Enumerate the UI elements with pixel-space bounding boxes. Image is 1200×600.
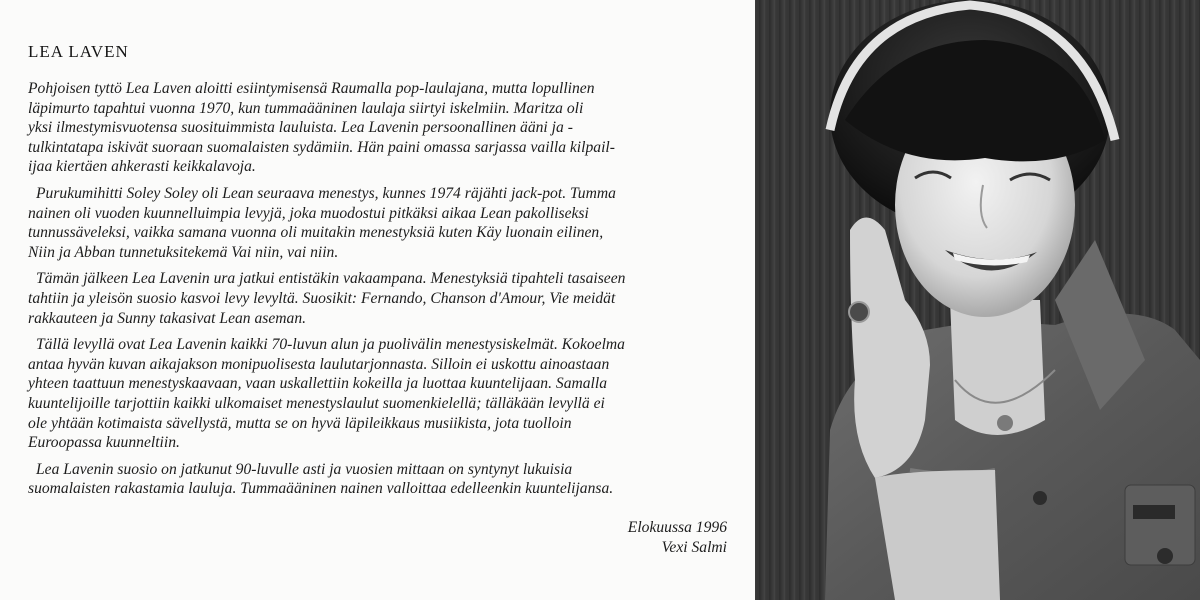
paragraph-line: rakkauteen ja Sunny takasivat Lean aseman. [28,309,307,327]
paragraph-line: yhteen taattuun menestyskaavaan, vaan uskallettiin kokeilla ja luottaa kuuntelijaan. Samalla [28,375,608,393]
paragraph-line: Lea Lavenin suosio on jatkunut 90-luvulle asti ja vuosien mittaan on syntynyt lukuisia [36,460,573,478]
paragraph-line: kuuntelijoille tarjottiin kaikki ulkomaiset menestyslaulut suomenkielellä; tälläkään levyllä ei [28,394,605,412]
portrait-photo [755,0,1200,600]
paragraph [28,269,731,328]
paragraph-line: ole yhtään kotimaista sävellystä, mutta se on hyvä läpileikkaus musiikista, jota tuolloin [28,414,572,432]
button-shape [1157,548,1173,564]
paragraph [28,184,731,262]
paragraph-line: suomalaisten rakastamia lauluja. Tummaääninen nainen valloittaa edelleenkin kuuntelijansa. [28,480,614,498]
paragraph-line: ijaa kiertäen ahkerasti keikkalavoja. [28,158,256,176]
shirt-label [1133,505,1175,519]
forearm-shape [875,470,1000,600]
paragraph-line: Euroopassa kuunneltiin. [28,434,180,452]
signature-date: Elokuussa 1996 [627,519,727,536]
ring-shape [849,302,869,322]
paragraph [28,460,731,499]
page-heading: LEA LAVEN [28,42,129,61]
signature-block [628,518,727,558]
paragraph-line: Purukumihitti Soley Soley oli Lean seuraava menestys, kunnes 1974 räjähti jack-pot. Tumma [36,184,616,202]
paragraph-line: antaa hyvän kuvan aikajakson monipuolisesta laulutarjonnasta. Silloin ei uskottu ainoastaan [28,355,610,373]
paragraph-line: nainen oli vuoden kuunnelluimpia levyjä, joka muodostui pitkäksi aikaa Lean pakolliseksi [28,204,589,222]
paragraph-line: Niin ja Abban tunnetuksitekemä Vai niin, vai niin. [28,243,339,261]
button-shape [1033,491,1047,505]
paragraph-line: tulkintatapa iskivät suoraan suomalaisten sydämiin. Hän paini omassa sarjassa vailla kilpail- [28,138,615,156]
paragraph-line: tunnussäveleksi, vaikka samana vuonna oli muitakin menestyksiä kuten Käy luonain eilinen, [28,224,604,242]
pendant-shape [997,415,1013,431]
paragraph-line: Pohjoisen tyttö Lea Laven aloitti esiintymisensä Raumalla pop-laulajana, mutta lopullinen [28,80,595,97]
paragraph [28,335,731,453]
paragraph-line: läpimurto tapahtui vuonna 1970, kun tummaääninen laulaja siirtyi iskelmiin. Maritza oli [28,99,584,117]
paragraph-line: Tällä levyllä ovat Lea Lavenin kaikki 70-luvun alun ja puolivälin menestysiskelmät. Kokoelma [36,336,625,354]
signature-author: Vexi Salmi [661,539,727,556]
paragraph [28,79,731,177]
neck-shape [950,300,1045,435]
paragraph-line: Tämän jälkeen Lea Lavenin ura jatkui entistäkin vakaampana. Menestyksiä tipahteli tasaiseen [36,270,626,288]
paragraph-line: tahtiin ja yleisön suosio kasvoi levy levyltä. Suosikit: Fernando, Chanson d'Amour, Vie meidät [28,289,616,307]
portrait-illustration [755,0,1200,600]
paragraph-line: yksi ilmestymisvuotensa suosituimmista lauluista. Lea Lavenin persoonallinen ääni ja - [28,119,573,137]
